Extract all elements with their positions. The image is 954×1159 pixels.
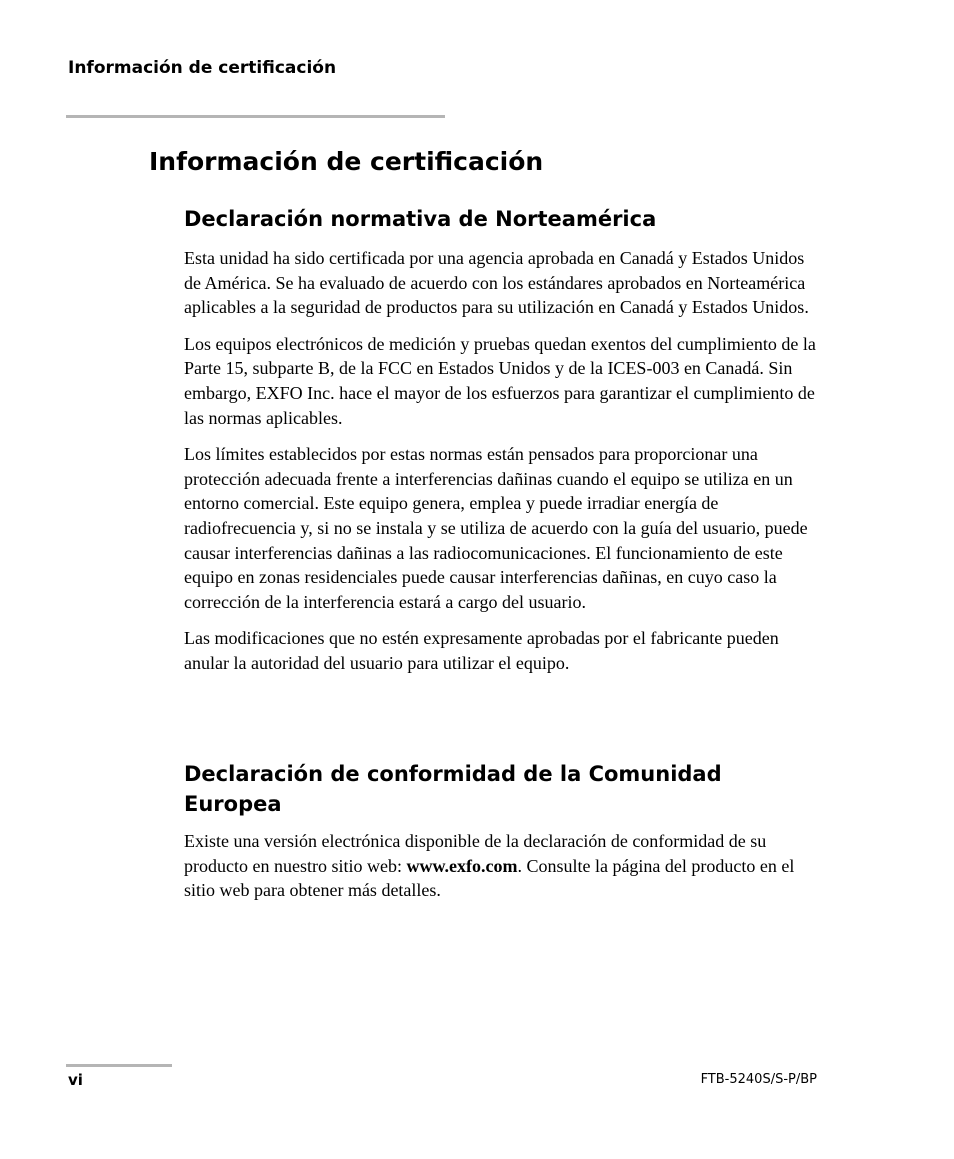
paragraph-text: Existe una versión electrónica disponible de la declaración de conformidad de su producto en nuestro sitio web: bbox=[184, 831, 767, 876]
section-heading: Declaración de conformidad de la Comunidad Europea bbox=[184, 762, 722, 816]
section-heading: Declaración normativa de Norteamérica bbox=[184, 207, 657, 231]
paragraph: Los equipos electrónicos de medición y pruebas quedan exentos del cumplimiento de la Parte 15, subparte B, de la FCC en Estados Unidos y de la ICES-003 en Canadá. Sin embargo, EXFO Inc. hace el mayor de los esfuerzos para garantizar el cumplimiento de las normas aplicables. bbox=[184, 333, 816, 428]
paragraph: Esta unidad ha sido certificada por una agencia aprobada en Canadá y Estados Unidos de América. Se ha evaluado de acuerdo con los estándares aprobados en Norteamérica aplicables a la seguridad de productos para su utilización en Canadá y Estados Unidos. bbox=[184, 248, 809, 318]
running-header: Información de certificación bbox=[68, 58, 337, 78]
paragraph bbox=[184, 829, 824, 903]
website-link[interactable]: www.exfo.com bbox=[406, 855, 518, 876]
footer-rule bbox=[66, 1064, 172, 1067]
paragraph: Las modificaciones que no estén expresamente aprobadas por el fabricante pueden anular la autoridad del usuario para utilizar el equipo. bbox=[184, 628, 779, 673]
product-code: FTB-5240S/S-P/BP bbox=[700, 1072, 817, 1087]
paragraph: Los límites establecidos por estas normas están pensados para proporcionar una protección adecuada frente a interferencias dañinas cuando el equipo se utiliza en un entorno comercial. Este equipo genera, emplea y puede irradiar energía de radiofrecuencia y, si no se instala y se utiliza de acuerdo con la guía del usuario, puede causar interferencias dañinas a las radiocomunicaciones. El funcionamiento de este equipo en zonas residenciales puede causar interferencias dañinas, en cuyo caso la corrección de la interferencia estará a cargo del usuario. bbox=[184, 444, 808, 612]
page-number: vi bbox=[68, 1071, 83, 1089]
section-north-america bbox=[184, 204, 824, 676]
page-title: Información de certificación bbox=[149, 147, 544, 176]
section-european-community bbox=[184, 759, 824, 903]
header-rule bbox=[66, 115, 445, 118]
paragraph-text: . Consulte la página del producto en el sitio web para obtener más detalles. bbox=[184, 855, 795, 901]
